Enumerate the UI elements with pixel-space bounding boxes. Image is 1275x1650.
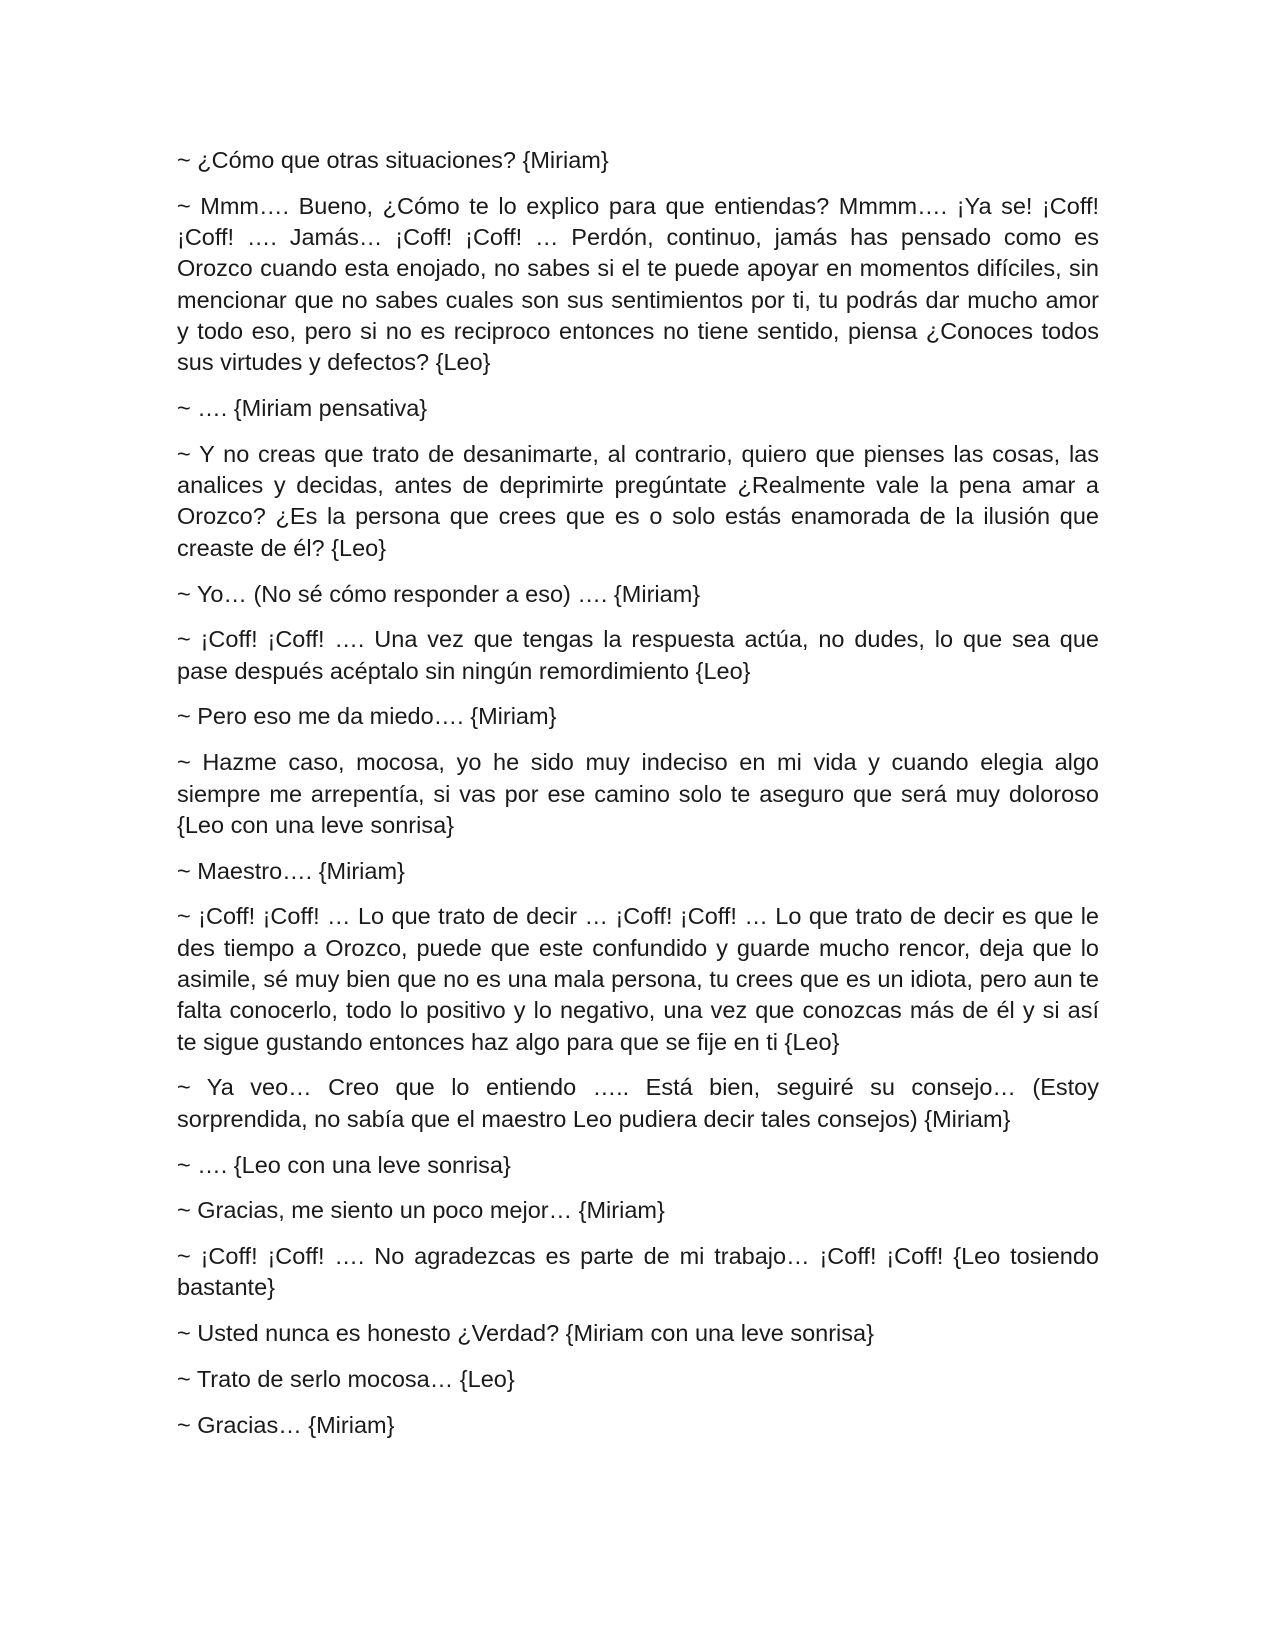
dialogue-line: ~ Pero eso me da miedo…. {Miriam}	[177, 703, 557, 730]
dialogue-line: ~ Trato de serlo mocosa… {Leo}	[177, 1366, 515, 1392]
dialogue-line: ~ ¡Coff! ¡Coff! … Lo que trato de decir … ¡Coff! ¡Coff! … Lo que trato de decir es que le des tiempo a Orozco, puede que este confundido y guarde mucho rencor, deja que lo asimile, sé muy bien que no es una mala persona, tu crees que es un idiota, pero aun te falta conocerlo, todo lo positivo y lo negativo, una vez que conozcas más de él y si así te sigue gustando entonces haz algo para que se fije en ti {Leo}	[177, 903, 1099, 1055]
dialogue-line: ~ Yo… (No sé cómo responder a eso) …. {Miriam}	[177, 580, 701, 607]
dialogue-line: ~ Gracias, me siento un poco mejor… {Miriam}	[177, 1197, 665, 1224]
dialogue-line: ~ Y no creas que trato de desanimarte, al contrario, quiero que pienses las cosas, las analices y decidas, antes de deprimirte pregúntate ¿Realmente vale la pena amar a Orozco? ¿Es la persona que crees que es o solo estás enamorada de la ilusión que creaste de él? {Leo}	[177, 440, 1099, 561]
dialogue-line: ~ Mmm…. Bueno, ¿Cómo te lo explico para que entiendas? Mmmm…. ¡Ya se! ¡Coff! ¡Coff! …. Jamás… ¡Coff! ¡Coff! … Perdón, continuo, jamás has pensado como es Orozco cuando esta enojado, no sabes si el te puede apoyar en momentos difíciles, sin mencionar que no sabes cuales son sus sentimientos por ti, tu podrás dar mucho amor y todo eso, pero si no es reciproco entonces no tiene sentido, piensa ¿Conoces todos sus virtudes y defectos? {Leo}	[177, 192, 1099, 376]
dialogue-line: ~ Ya veo… Creo que lo entiendo ….. Está bien, seguiré su consejo… (Estoy sorprendida, no sabía que el maestro Leo pudiera decir tales consejos) {Miriam}	[177, 1074, 1099, 1132]
document-body	[177, 145, 1099, 1456]
dialogue-line: ~ ¡Coff! ¡Coff! …. Una vez que tengas la respuesta actúa, no dudes, lo que sea que pase después acéptalo sin ningún remordimiento {Leo}	[177, 626, 1099, 684]
dialogue-line: ~ Gracias… {Miriam}	[177, 1411, 395, 1438]
dialogue-line: ~ ¡Coff! ¡Coff! …. No agradezcas es parte de mi trabajo… ¡Coff! ¡Coff! {Leo tosiendo bastante}	[177, 1243, 1099, 1301]
dialogue-line: ~ …. {Miriam pensativa}	[177, 395, 428, 422]
dialogue-line: ~ Maestro…. {Miriam}	[177, 857, 405, 884]
dialogue-line: ~ Hazme caso, mocosa, yo he sido muy indeciso en mi vida y cuando elegia algo siempre me arrepentía, si vas por ese camino solo te aseguro que será muy doloroso {Leo con una leve sonrisa}	[177, 749, 1099, 838]
dialogue-line: ~ Usted nunca es honesto ¿Verdad? {Miriam con una leve sonrisa}	[177, 1320, 874, 1347]
dialogue-line: ~ ¿Cómo que otras situaciones? {Miriam}	[177, 147, 609, 173]
dialogue-line: ~ …. {Leo con una leve sonrisa}	[177, 1151, 511, 1178]
